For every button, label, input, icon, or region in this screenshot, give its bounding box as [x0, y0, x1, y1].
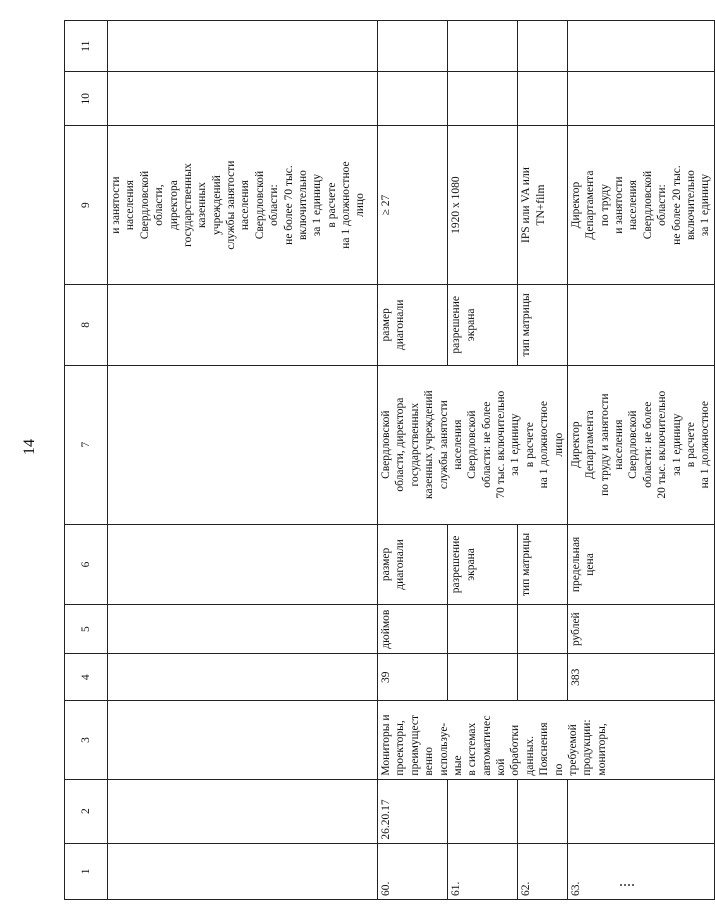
characteristic-8: тип матрицы	[518, 285, 568, 366]
header-cell-4: 4	[65, 654, 108, 701]
row-number: 63.	[567, 843, 714, 899]
header-cell-6: 6	[65, 524, 108, 605]
header-cell-9: 9	[65, 126, 108, 285]
requirements-table	[64, 20, 715, 900]
cell	[448, 779, 518, 843]
cell	[108, 654, 378, 701]
cell	[108, 524, 378, 605]
characteristic: предельная цена	[567, 524, 714, 605]
scan-artifact	[620, 884, 634, 886]
cell	[108, 365, 378, 524]
header-cell-5: 5	[65, 605, 108, 654]
page-number: 14	[21, 439, 38, 455]
cell	[518, 21, 568, 72]
cell	[108, 285, 378, 366]
header-cell-3: 3	[65, 701, 108, 779]
table-row-continuation	[108, 21, 378, 900]
product-name: Мониторы и проекторы, преимущест венно используе- мые в системах автоматичес кой обработки данных. Пояснения по требуемой продукции: мониторы,	[378, 701, 715, 779]
officials-text: Директор Департамента по труду и занятости населения Свердловской области: не более 20 тыс. включительно за 1 единицу в расчете на 1 должностное	[567, 365, 714, 524]
header-row	[65, 21, 108, 900]
cell	[448, 654, 518, 701]
cell	[518, 779, 568, 843]
cell	[448, 21, 518, 72]
value: IPS или VA или TN+film	[518, 126, 568, 285]
row-number: 60.	[378, 843, 448, 899]
cell	[567, 21, 714, 72]
row-number: 62.	[518, 843, 568, 899]
characteristic: размер диагонали	[378, 524, 448, 605]
value: 1920 x 1080	[448, 126, 518, 285]
row-number: 61.	[448, 843, 518, 899]
cell	[448, 605, 518, 654]
cell	[567, 285, 714, 366]
characteristic-8: размер диагонали	[378, 285, 448, 366]
cell	[448, 72, 518, 126]
cell	[518, 605, 568, 654]
officials-text: Свердловской области, директора государственных казенных учреждений службы занятости населения Свердловской области: не более 70 тыс. включительно за 1 единицу в расчете на 1 должностное лицо	[378, 365, 568, 524]
header-cell-11: 11	[65, 21, 108, 72]
cell	[518, 654, 568, 701]
cell	[108, 779, 378, 843]
cell	[518, 72, 568, 126]
header-cell-1: 1	[65, 843, 108, 899]
characteristic: тип матрицы	[518, 524, 568, 605]
cell	[378, 21, 448, 72]
header-cell-10: 10	[65, 72, 108, 126]
header-cell-7: 7	[65, 365, 108, 524]
value: ≥ 27	[378, 126, 448, 285]
cell	[108, 605, 378, 654]
okei-code: 383	[567, 654, 714, 701]
header-cell-2: 2	[65, 779, 108, 843]
cell	[108, 21, 378, 72]
unit: дюймов	[378, 605, 448, 654]
table-row-60	[378, 21, 448, 900]
cell	[567, 779, 714, 843]
okei-code: 39	[378, 654, 448, 701]
cell	[108, 843, 378, 899]
characteristic: разрешение экрана	[448, 524, 518, 605]
header-cell-8: 8	[65, 285, 108, 366]
cell	[567, 72, 714, 126]
cont-officials-text: и занятости населения Свердловской области, директора государственных казенных учреждений службы занятости населения Свердловской области: не более 70 тыс. включительно за 1 единицу в расчете на 1 должностное лицо	[108, 126, 378, 285]
cell	[378, 72, 448, 126]
rotated-table-wrapper	[64, 20, 712, 900]
officials-text-9: Директор Департамента по труду и занятости населения Свердловской области: не более 20 тыс. включительно за 1 единицу	[567, 126, 714, 285]
okpd-code: 26.20.17	[378, 779, 448, 843]
characteristic-8: разрешение экрана	[448, 285, 518, 366]
cell	[108, 72, 378, 126]
unit: рублей	[567, 605, 714, 654]
cell	[108, 701, 378, 779]
